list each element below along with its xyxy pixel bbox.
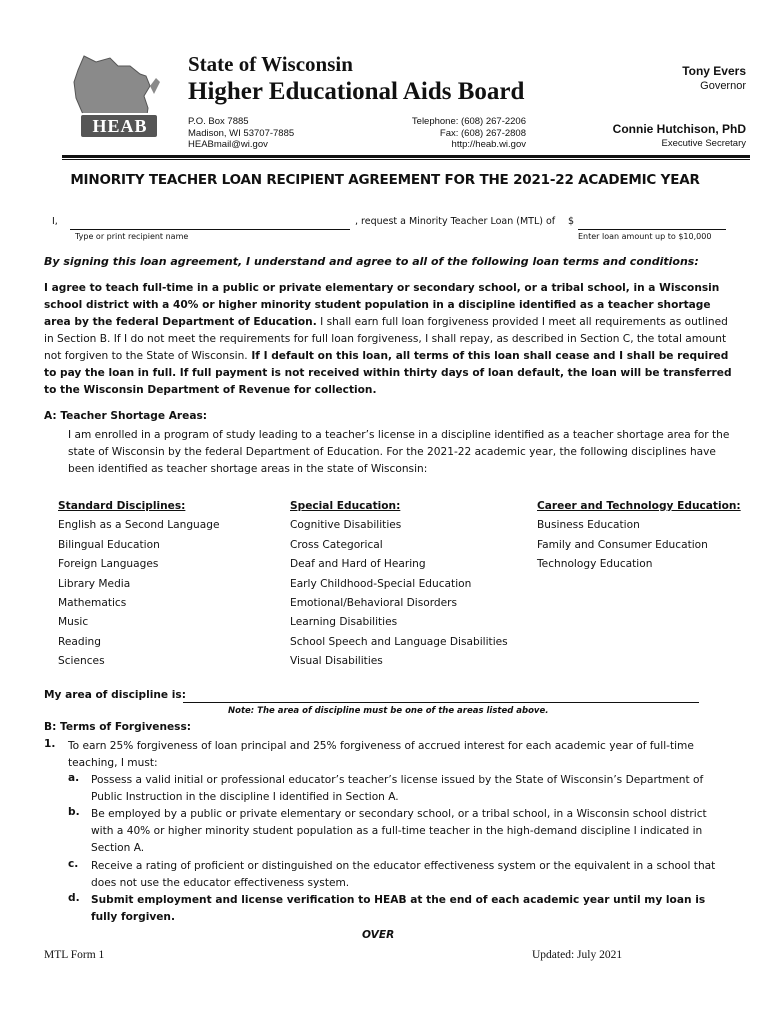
agreement-teach: I agree to teach full-time in a public or private elementary or secondary school, or a tribal school, in a Wisconsin school district with a 40% or higher minority student population in a discipline identified as a teacher shortage area by the federal Department of Education.	[44, 282, 720, 328]
recipient-name-hint: Type or print recipient name	[75, 232, 189, 241]
form-name: MTL Form 1	[44, 949, 105, 961]
loan-amount-field[interactable]	[578, 229, 726, 230]
page-title: MINORITY TEACHER LOAN RECIPIENT AGREEMENT FOR THE 2021-22 ACADEMIC YEAR	[70, 172, 700, 188]
list-item: Bilingual Education	[58, 538, 160, 551]
career-technology-list	[537, 497, 741, 575]
standard-disciplines-list	[58, 497, 220, 672]
section-a-heading: A: Teacher Shortage Areas:	[44, 410, 208, 422]
area-of-discipline-note: Note: The area of discipline must be one of the areas listed above.	[228, 706, 549, 716]
fax: Fax: (608) 267-2808	[439, 127, 526, 139]
logo-text: HEAB	[92, 116, 148, 136]
list-item: Library Media	[58, 577, 131, 590]
list-item: Deaf and Hard of Hearing	[290, 558, 426, 571]
subitem-b-text: Be employed by a public or private elementary or secondary school, or a tribal school, in a Wisconsin school district with a 40% or higher minority student population as a full-time teacher in the high-demand discipline I indicated in Section A.	[91, 808, 707, 854]
board-name: Higher Educational Aids Board	[188, 78, 525, 105]
list-item: Learning Disabilities	[290, 616, 398, 629]
list-item: Reading	[58, 635, 102, 648]
list-item: School Speech and Language Disabilities	[290, 635, 508, 648]
governor-title: Governor	[700, 80, 746, 92]
special-education-heading: Special Education:	[290, 500, 401, 512]
website: http://heab.wi.gov	[451, 139, 526, 150]
list-item: Sciences	[58, 655, 105, 668]
agreement-paragraph	[44, 280, 734, 399]
by-signing-statement: By signing this loan agreement, I understand and agree to all of the following loan terms and conditions:	[44, 255, 699, 268]
state-name: State of Wisconsin	[188, 52, 353, 76]
section-b-heading: B: Terms of Forgiveness:	[44, 721, 192, 733]
special-education-list	[290, 497, 508, 672]
telephone: Telephone: (608) 267-2206	[411, 116, 526, 127]
subitem-a-label: a.	[68, 772, 80, 784]
over-indicator: OVER	[362, 929, 395, 941]
list-item: Emotional/Behavioral Disorders	[290, 597, 458, 610]
area-of-discipline-label: My area of discipline is:	[44, 689, 186, 701]
agreement-default: If I default on this loan, all terms of this loan shall cease and I shall be required to pay the loan in full. If full payment is not received within thirty days of loan default, the loan will be transferred to the Wisconsin Department of Revenue for collection.	[44, 350, 732, 396]
recipient-name-field[interactable]	[70, 229, 350, 230]
list-item: Mathematics	[58, 597, 127, 610]
contact-info	[360, 116, 526, 151]
dollar-sign: $	[568, 216, 575, 227]
updated-date: Updated: July 2021	[532, 949, 623, 961]
list-item: Cross Categorical	[290, 538, 383, 551]
item-1-text: To earn 25% forgiveness of loan principal and 25% forgiveness of accrued interest for each academic year of full-time teaching, I must:	[68, 740, 694, 769]
list-item: Visual Disabilities	[290, 655, 383, 668]
standard-disciplines-heading: Standard Disciplines:	[58, 500, 186, 512]
area-of-discipline-field[interactable]	[183, 702, 699, 703]
list-item: Technology Education	[537, 558, 653, 571]
list-item: Foreign Languages	[58, 558, 159, 571]
subitem-d-label: d.	[68, 892, 80, 904]
subitem-d-text: Submit employment and license verification to HEAB at the end of each academic year until my loan is fully forgiven.	[91, 894, 706, 923]
agreement-forgiveness: I shall earn full loan forgiveness provided I meet all requirements as outlined in Section B. If I do not meet the requirements for full loan forgiveness, I shall repay, as described in Section C, the total amount not forgiven to the State of Wisconsin.	[44, 316, 728, 362]
list-item: Family and Consumer Education	[537, 538, 708, 551]
loan-amount-hint: Enter loan amount up to $10,000	[578, 232, 712, 241]
i-label: I,	[52, 216, 58, 227]
governor-name: Tony Evers	[682, 64, 746, 78]
mailing-address	[188, 116, 294, 151]
subitem-a-text: Possess a valid initial or professional educator’s teacher’s license issued by the State of Wisconsin’s Department of Public Instruction in the discipline I identified in Section A.	[91, 774, 704, 803]
email-address: HEABmail@wi.gov	[188, 139, 268, 150]
item-1-number: 1.	[44, 738, 56, 750]
header-divider	[62, 155, 750, 158]
list-item: Music	[58, 616, 89, 629]
secretary-title: Executive Secretary	[661, 138, 746, 149]
header-divider-thin	[62, 159, 750, 160]
address-line: Madison, WI 53707-7885	[188, 127, 295, 139]
section-a-text: I am enrolled in a program of study leading to a teacher’s license in a discipline identified as a teacher shortage area for the state of Wisconsin by the federal Department of Education. For the 2021-22 academic year, the following disciplines have been identified as teacher shortage areas in the state of Wisconsin:	[68, 429, 730, 475]
heab-logo	[66, 52, 166, 150]
list-item: Early Childhood-Special Education	[290, 577, 472, 590]
subitem-c-text: Receive a rating of proficient or distinguished on the educator effectiveness system or the equivalent in a school that does not use the educator effectiveness system.	[91, 860, 716, 889]
subitem-b-label: b.	[68, 806, 80, 818]
list-item: Cognitive Disabilities	[290, 519, 402, 532]
address-line: P.O. Box 7885	[188, 116, 249, 127]
list-item: Business Education	[537, 519, 640, 532]
list-item: English as a Second Language	[58, 519, 220, 532]
career-technology-heading: Career and Technology Education:	[537, 500, 741, 512]
subitem-c-label: c.	[68, 858, 79, 870]
request-text: , request a Minority Teacher Loan (MTL) of	[355, 216, 556, 227]
secretary-name: Connie Hutchison, PhD	[612, 122, 746, 136]
